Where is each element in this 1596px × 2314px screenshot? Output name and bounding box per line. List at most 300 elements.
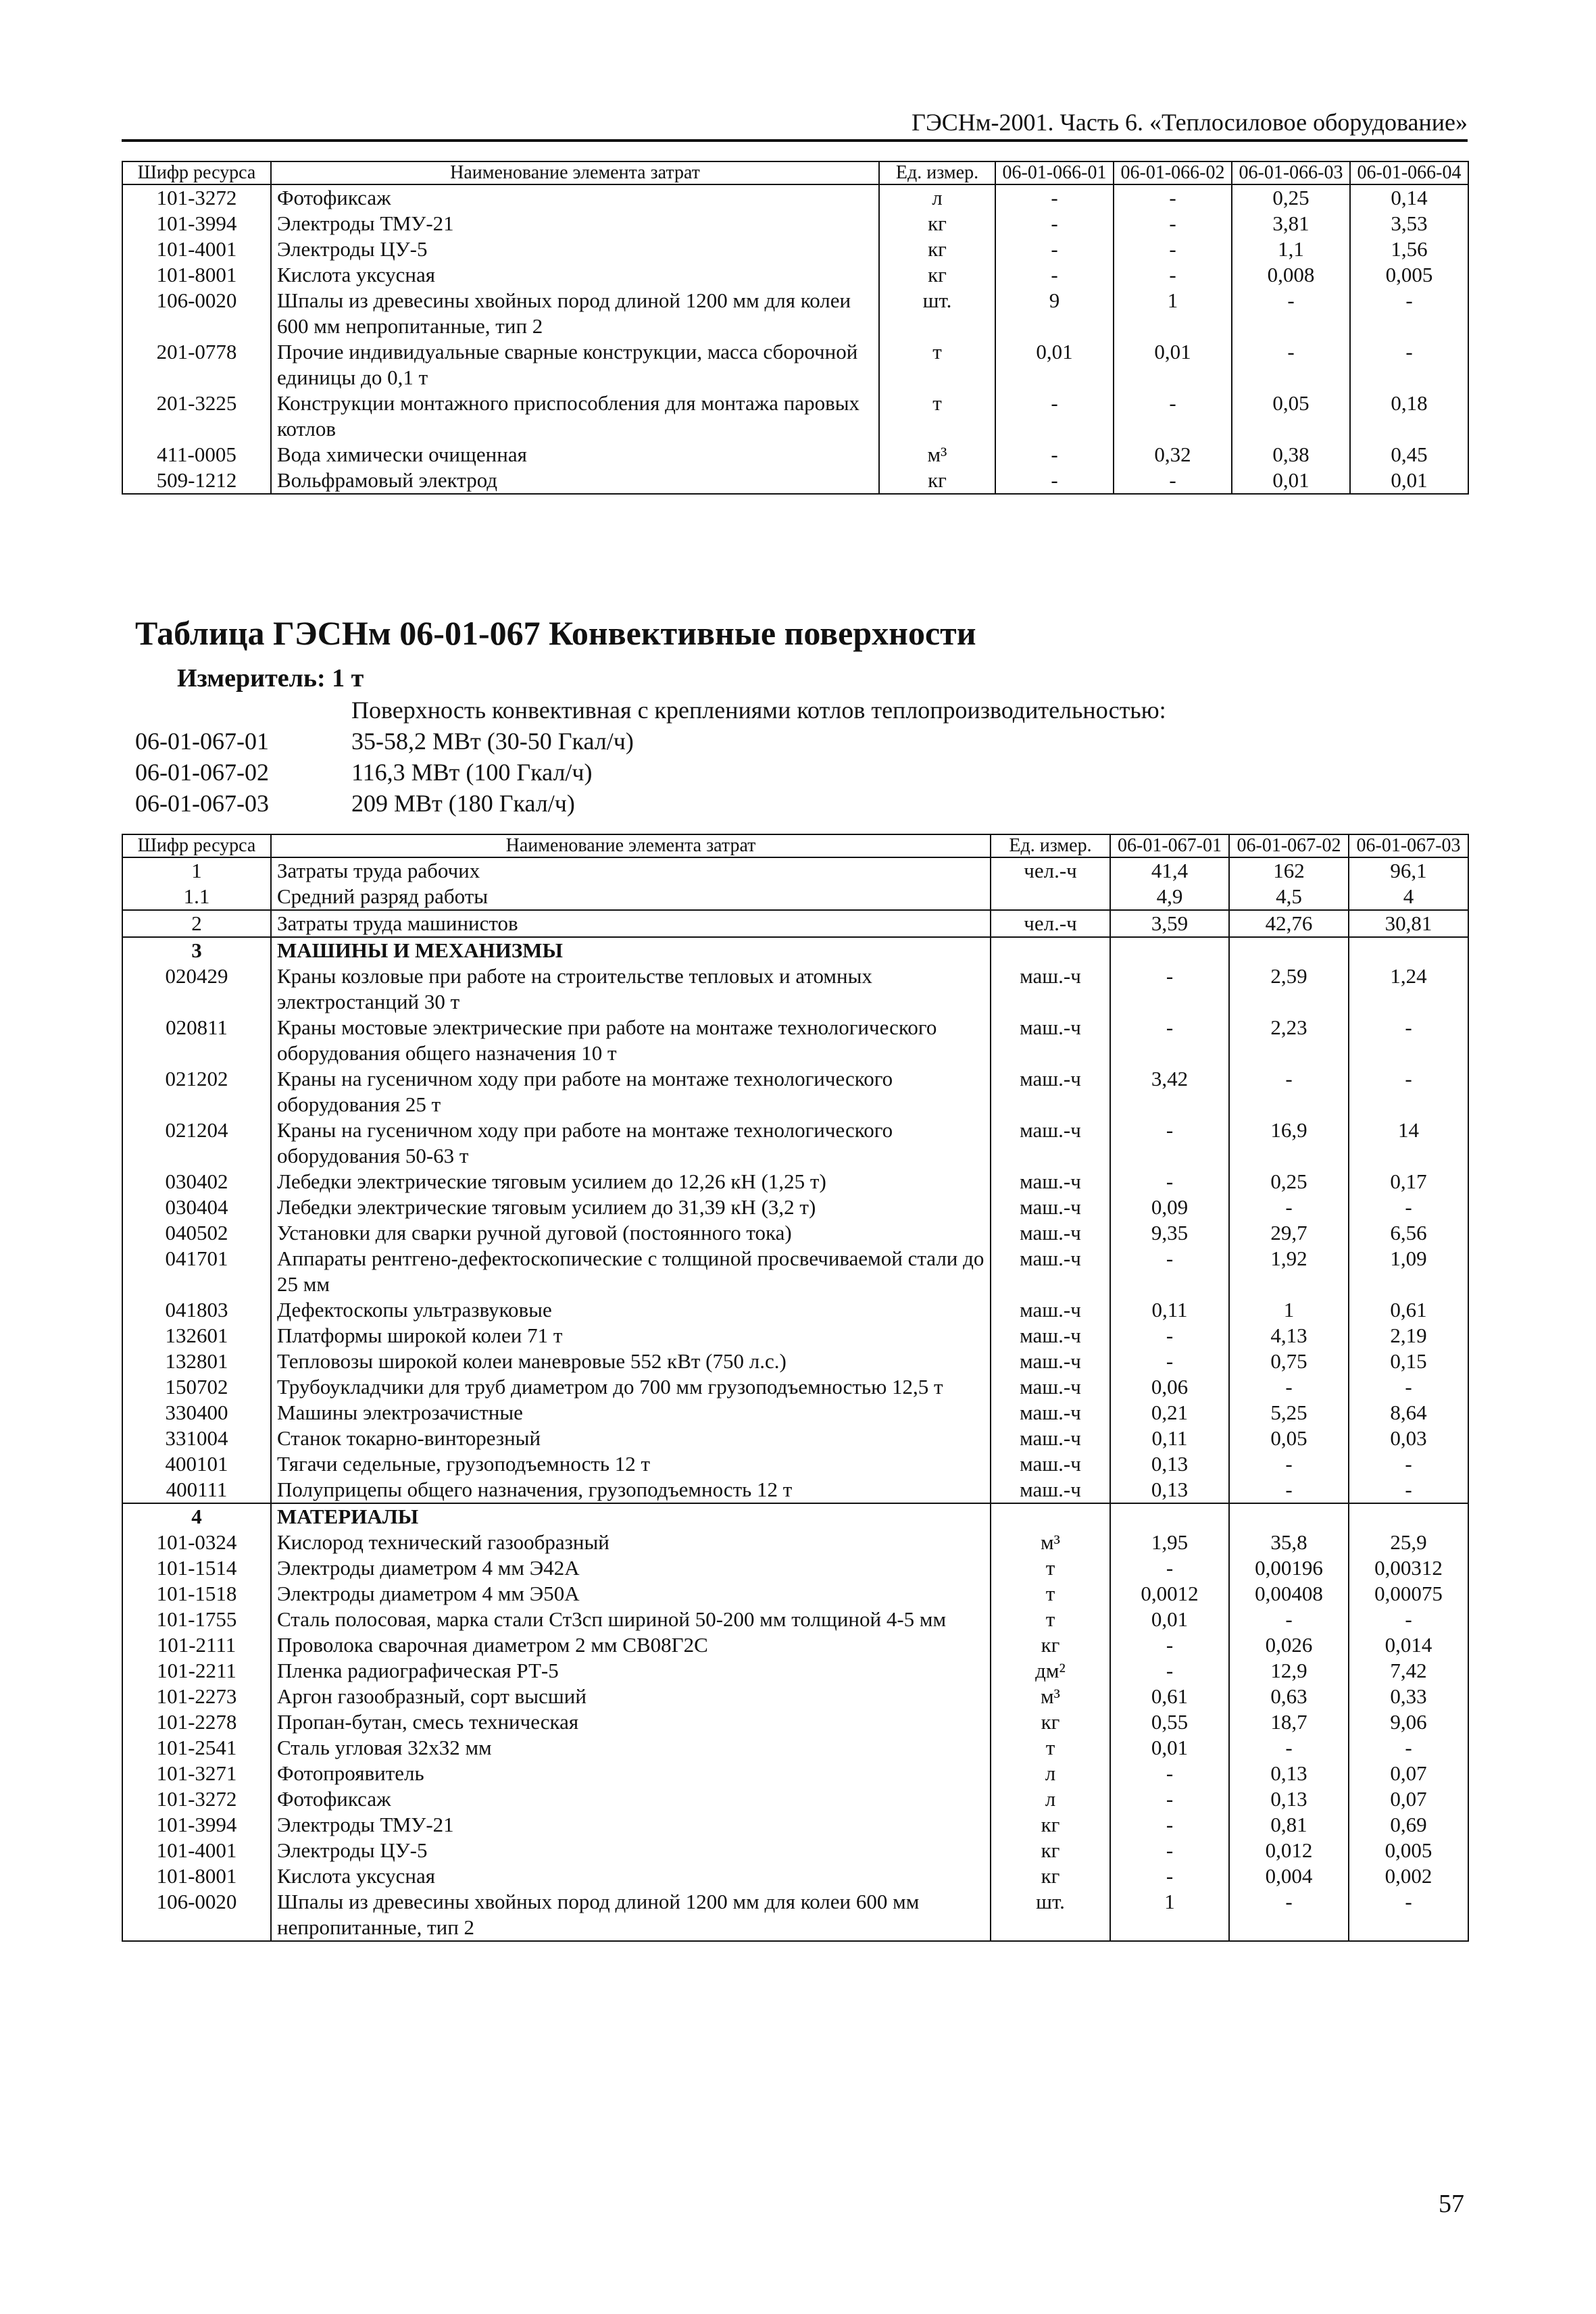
table-row — [122, 184, 1468, 211]
cell-v3: - — [1349, 1066, 1468, 1117]
cell-name: Вольфрамовый электрод — [271, 468, 879, 494]
table-row — [122, 391, 1468, 442]
cell-code: 101-3272 — [122, 1786, 271, 1812]
cell-name: Пропан-бутан, смесь техническая — [271, 1709, 991, 1735]
cell-unit — [991, 937, 1110, 963]
cell-v2: 4,5 — [1229, 884, 1349, 910]
table-title: Таблица ГЭСНм 06-01-067 Конвективные поверхности — [135, 614, 976, 652]
cell-name: Фотофиксаж — [271, 184, 879, 211]
cell-name: Фотопроявитель — [271, 1761, 991, 1786]
cell-v1: 0,01 — [1110, 1735, 1229, 1761]
cell-v4: 0,01 — [1350, 468, 1468, 494]
variant-code: 06-01-067-03 — [135, 790, 269, 817]
cell-name: Шпалы из древесины хвойных пород длиной 1200 мм для колеи 600 мм непропитанные, тип 2 — [271, 288, 879, 339]
cell-v3: 0,002 — [1349, 1863, 1468, 1889]
cell-v3: 30,81 — [1349, 910, 1468, 937]
table-row — [122, 1451, 1468, 1477]
cell-code: 101-4001 — [122, 1838, 271, 1863]
cell-v2: - — [1114, 211, 1232, 236]
cell-v3: 0,00312 — [1349, 1555, 1468, 1581]
cell-code: 101-8001 — [122, 262, 271, 288]
cell-v3: 14 — [1349, 1117, 1468, 1169]
cell-v2: - — [1229, 1889, 1349, 1941]
cell-v1: - — [1110, 1015, 1229, 1066]
cell-unit: кг — [991, 1838, 1110, 1863]
cell-v1: 0,0012 — [1110, 1581, 1229, 1607]
col-header-name: Наименование элемента затрат — [271, 834, 991, 857]
cell-v3: - — [1232, 288, 1350, 339]
cell-v1: 9 — [995, 288, 1114, 339]
cell-v2: - — [1229, 1477, 1349, 1503]
cell-code: 106-0020 — [122, 288, 271, 339]
cell-code: 330400 — [122, 1400, 271, 1426]
table-row — [122, 1607, 1468, 1632]
cell-v1: 0,61 — [1110, 1684, 1229, 1709]
table-row — [122, 1581, 1468, 1607]
cell-unit: маш.-ч — [991, 1297, 1110, 1323]
table-row — [122, 1632, 1468, 1658]
cell-code: 411-0005 — [122, 442, 271, 468]
cell-name: Электроды диаметром 4 мм Э50А — [271, 1581, 991, 1607]
cell-code: 101-1518 — [122, 1581, 271, 1607]
cell-name: Дефектоскопы ультразвуковые — [271, 1297, 991, 1323]
cell-unit: кг — [879, 236, 995, 262]
page-number: 57 — [1439, 2190, 1464, 2218]
cell-name: Краны мостовые электрические при работе на монтаже технологического оборудования общего назначения 10 т — [271, 1015, 991, 1066]
cell-unit: т — [991, 1555, 1110, 1581]
cell-code: 101-4001 — [122, 236, 271, 262]
table-row — [122, 1889, 1468, 1941]
cell-v1: - — [1110, 1632, 1229, 1658]
cell-code: 132801 — [122, 1349, 271, 1374]
col-header-variant: 06-01-066-02 — [1114, 161, 1232, 184]
cell-v3: 0,17 — [1349, 1169, 1468, 1194]
cell-name: Установки для сварки ручной дуговой (постоянного тока) — [271, 1220, 991, 1246]
cell-unit: маш.-ч — [991, 1426, 1110, 1451]
cell-unit: маш.-ч — [991, 1169, 1110, 1194]
cell-v2: 0,75 — [1229, 1349, 1349, 1374]
cell-v3: - — [1349, 1477, 1468, 1503]
table-row — [122, 1117, 1468, 1169]
table-row — [122, 1323, 1468, 1349]
cell-v3: 0,00075 — [1349, 1581, 1468, 1607]
cell-v3: 0,15 — [1349, 1349, 1468, 1374]
cell-code: 101-3271 — [122, 1761, 271, 1786]
cell-unit: маш.-ч — [991, 1015, 1110, 1066]
cell-name: Платформы широкой колеи 71 т — [271, 1323, 991, 1349]
cell-unit: маш.-ч — [991, 963, 1110, 1015]
cell-v3: 0,25 — [1232, 184, 1350, 211]
cell-v3: 0,05 — [1232, 391, 1350, 442]
cell-v2: - — [1114, 262, 1232, 288]
cell-unit: т — [991, 1607, 1110, 1632]
cell-v2: 0,00408 — [1229, 1581, 1349, 1607]
cell-unit: л — [991, 1786, 1110, 1812]
cell-code: 101-2111 — [122, 1632, 271, 1658]
table-row — [122, 1503, 1468, 1530]
variant-text: 35-58,2 МВт (30-50 Гкал/ч) — [351, 728, 634, 755]
cell-name: Электроды диаметром 4 мм Э42А — [271, 1555, 991, 1581]
cell-v1: 1,95 — [1110, 1530, 1229, 1555]
cell-code: 021202 — [122, 1066, 271, 1117]
cell-code: 101-1514 — [122, 1555, 271, 1581]
cell-name: Тепловозы широкой колеи маневровые 552 кВт (750 л.с.) — [271, 1349, 991, 1374]
cell-v1: 0,55 — [1110, 1709, 1229, 1735]
resources-table-066 — [122, 161, 1469, 495]
table-row — [122, 1863, 1468, 1889]
cell-v1: 0,13 — [1110, 1477, 1229, 1503]
cell-v1: 3,42 — [1110, 1066, 1229, 1117]
cell-v2: - — [1229, 1066, 1349, 1117]
cell-v1: - — [1110, 1838, 1229, 1863]
table-row — [122, 910, 1468, 937]
cell-v2: 0,026 — [1229, 1632, 1349, 1658]
cell-code: 3 — [122, 937, 271, 963]
cell-v3: 1,1 — [1232, 236, 1350, 262]
cell-v2: 0,00196 — [1229, 1555, 1349, 1581]
cell-v3: 4 — [1349, 884, 1468, 910]
cell-v3: 0,008 — [1232, 262, 1350, 288]
cell-v2: 2,23 — [1229, 1015, 1349, 1066]
cell-code: 132601 — [122, 1323, 271, 1349]
table-row — [122, 1015, 1468, 1066]
cell-name: Краны на гусеничном ходу при работе на монтаже технологического оборудования 25 т — [271, 1066, 991, 1117]
cell-name: Трубоукладчики для труб диаметром до 700 мм грузоподъемностью 12,5 т — [271, 1374, 991, 1400]
cell-unit: дм² — [991, 1658, 1110, 1684]
cell-v1: 0,11 — [1110, 1426, 1229, 1451]
cell-v1: - — [995, 262, 1114, 288]
table-row — [122, 1709, 1468, 1735]
cell-v3: 8,64 — [1349, 1400, 1468, 1426]
cell-name: Сталь полосовая, марка стали Ст3сп шириной 50-200 мм толщиной 4-5 мм — [271, 1607, 991, 1632]
cell-v3: - — [1349, 1194, 1468, 1220]
cell-v1: - — [1110, 1323, 1229, 1349]
cell-v1: - — [1110, 1169, 1229, 1194]
cell-name: Конструкции монтажного приспособления для монтажа паровых котлов — [271, 391, 879, 442]
cell-v2: 0,01 — [1114, 339, 1232, 391]
cell-v4: - — [1350, 339, 1468, 391]
table-row — [122, 339, 1468, 391]
cell-code: 400111 — [122, 1477, 271, 1503]
cell-v2: 2,59 — [1229, 963, 1349, 1015]
table-row — [122, 857, 1468, 884]
cell-code: 030402 — [122, 1169, 271, 1194]
cell-v2: 4,13 — [1229, 1323, 1349, 1349]
cell-name: Кислота уксусная — [271, 1863, 991, 1889]
cell-v2: - — [1114, 184, 1232, 211]
cell-v2: - — [1229, 1735, 1349, 1761]
cell-v2: 16,9 — [1229, 1117, 1349, 1169]
cell-name: МАТЕРИАЛЫ — [271, 1503, 991, 1530]
cell-name: Электроды ЦУ-5 — [271, 236, 879, 262]
cell-v2: 0,32 — [1114, 442, 1232, 468]
table-row — [122, 1838, 1468, 1863]
cell-v1: - — [995, 211, 1114, 236]
cell-name: Кислота уксусная — [271, 262, 879, 288]
cell-v1: 0,01 — [995, 339, 1114, 391]
cell-code: 101-3272 — [122, 184, 271, 211]
table-row — [122, 1349, 1468, 1374]
table-row — [122, 1735, 1468, 1761]
cell-v1: - — [1110, 1349, 1229, 1374]
cell-v3: - — [1232, 339, 1350, 391]
cell-v2: 0,13 — [1229, 1786, 1349, 1812]
cell-v3: 0,014 — [1349, 1632, 1468, 1658]
cell-v2: 0,13 — [1229, 1761, 1349, 1786]
cell-v1: - — [995, 442, 1114, 468]
cell-v3: 6,56 — [1349, 1220, 1468, 1246]
table-row — [122, 1812, 1468, 1838]
cell-v3: 2,19 — [1349, 1323, 1468, 1349]
table-row — [122, 1246, 1468, 1297]
cell-unit: кг — [991, 1863, 1110, 1889]
cell-name: Полуприцепы общего назначения, грузоподъемность 12 т — [271, 1477, 991, 1503]
cell-v1: 0,09 — [1110, 1194, 1229, 1220]
cell-code: 041803 — [122, 1297, 271, 1323]
cell-v3: 0,07 — [1349, 1761, 1468, 1786]
cell-v2: 42,76 — [1229, 910, 1349, 937]
cell-name: Средний разряд работы — [271, 884, 991, 910]
cell-unit: маш.-ч — [991, 1220, 1110, 1246]
col-header-unit: Ед. измер. — [879, 161, 995, 184]
cell-unit — [991, 1503, 1110, 1530]
cell-unit: маш.-ч — [991, 1194, 1110, 1220]
table-header-row — [122, 161, 1468, 184]
cell-v3: - — [1349, 1374, 1468, 1400]
cell-v3: - — [1349, 1889, 1468, 1941]
cell-v1 — [1110, 1503, 1229, 1530]
cell-v4: - — [1350, 288, 1468, 339]
cell-name: Электроды ТМУ-21 — [271, 211, 879, 236]
cell-v3: - — [1349, 1607, 1468, 1632]
table-row — [122, 1220, 1468, 1246]
table-row — [122, 1297, 1468, 1323]
table-row — [122, 1530, 1468, 1555]
cell-unit: кг — [991, 1709, 1110, 1735]
cell-v3 — [1349, 937, 1468, 963]
variant-code: 06-01-067-01 — [135, 728, 269, 755]
cell-code: 101-3994 — [122, 211, 271, 236]
cell-v2: 0,63 — [1229, 1684, 1349, 1709]
table-description: Поверхность конвективная с креплениями котлов теплопроизводительностью: — [351, 697, 1166, 724]
table-row — [122, 1658, 1468, 1684]
cell-unit: кг — [879, 211, 995, 236]
cell-v3: 96,1 — [1349, 857, 1468, 884]
cell-v1: - — [995, 391, 1114, 442]
cell-name: Машины электрозачистные — [271, 1400, 991, 1426]
cell-v3: 1,24 — [1349, 963, 1468, 1015]
cell-v1: 4,9 — [1110, 884, 1229, 910]
table-row — [122, 1477, 1468, 1503]
cell-name: Пленка радиографическая РТ-5 — [271, 1658, 991, 1684]
cell-v2: 18,7 — [1229, 1709, 1349, 1735]
cell-code: 101-2541 — [122, 1735, 271, 1761]
table-row — [122, 1426, 1468, 1451]
table-row — [122, 262, 1468, 288]
cell-unit: т — [991, 1581, 1110, 1607]
table-row — [122, 1194, 1468, 1220]
cell-code: 041701 — [122, 1246, 271, 1297]
variant-line — [135, 727, 634, 755]
cell-v4: 0,45 — [1350, 442, 1468, 468]
cell-v1: - — [1110, 1246, 1229, 1297]
header-title: ГЭСНм-2001. Часть 6. «Теплосиловое оборудование» — [912, 109, 1468, 136]
cell-unit: шт. — [991, 1889, 1110, 1941]
cell-v3: 7,42 — [1349, 1658, 1468, 1684]
cell-code: 040502 — [122, 1220, 271, 1246]
table-row — [122, 937, 1468, 963]
cell-unit: маш.-ч — [991, 1349, 1110, 1374]
cell-unit: т — [879, 391, 995, 442]
cell-code: 021204 — [122, 1117, 271, 1169]
variant-code: 06-01-067-02 — [135, 759, 269, 786]
table-row — [122, 963, 1468, 1015]
cell-code: 020811 — [122, 1015, 271, 1066]
cell-v3: 0,61 — [1349, 1297, 1468, 1323]
cell-v3: 0,33 — [1349, 1684, 1468, 1709]
cell-unit: м³ — [879, 442, 995, 468]
cell-name: Электроды ТМУ-21 — [271, 1812, 991, 1838]
cell-v2: - — [1114, 236, 1232, 262]
cell-name: Лебедки электрические тяговым усилием до 12,26 кН (1,25 т) — [271, 1169, 991, 1194]
cell-v2: 162 — [1229, 857, 1349, 884]
table-row — [122, 1169, 1468, 1194]
cell-v3 — [1349, 1503, 1468, 1530]
cell-unit: чел.-ч — [991, 857, 1110, 884]
cell-name: Лебедки электрические тяговым усилием до 31,39 кН (3,2 т) — [271, 1194, 991, 1220]
cell-v3: 1,09 — [1349, 1246, 1468, 1297]
cell-v1 — [1110, 937, 1229, 963]
cell-v1: - — [995, 236, 1114, 262]
table-row — [122, 884, 1468, 910]
cell-name: Вода химически очищенная — [271, 442, 879, 468]
table-row — [122, 1684, 1468, 1709]
cell-unit: т — [991, 1735, 1110, 1761]
cell-code: 331004 — [122, 1426, 271, 1451]
cell-v2: 1,92 — [1229, 1246, 1349, 1297]
col-header-name: Наименование элемента затрат — [271, 161, 879, 184]
cell-v1: 41,4 — [1110, 857, 1229, 884]
variant-line — [135, 789, 575, 818]
cell-code: 201-0778 — [122, 339, 271, 391]
cell-v3: 0,01 — [1232, 468, 1350, 494]
cell-name: Затраты труда рабочих — [271, 857, 991, 884]
cell-v1: - — [1110, 1812, 1229, 1838]
cell-v1: - — [1110, 1117, 1229, 1169]
cell-code: 150702 — [122, 1374, 271, 1400]
cell-v1: 0,13 — [1110, 1451, 1229, 1477]
cell-v1: 0,01 — [1110, 1607, 1229, 1632]
col-header-variant: 06-01-067-02 — [1229, 834, 1349, 857]
cell-code: 106-0020 — [122, 1889, 271, 1941]
cell-code: 020429 — [122, 963, 271, 1015]
cell-v1: 3,59 — [1110, 910, 1229, 937]
table-row — [122, 1066, 1468, 1117]
cell-name: Проволока сварочная диаметром 2 мм СВ08Г2С — [271, 1632, 991, 1658]
cell-v3: - — [1349, 1015, 1468, 1066]
cell-v2: - — [1114, 391, 1232, 442]
cell-code: 101-2211 — [122, 1658, 271, 1684]
cell-v1: 9,35 — [1110, 1220, 1229, 1246]
measurement-unit: Измеритель: 1 т — [177, 664, 364, 693]
cell-unit: л — [991, 1761, 1110, 1786]
cell-code: 101-0324 — [122, 1530, 271, 1555]
cell-v3: 0,38 — [1232, 442, 1350, 468]
cell-name: Тягачи седельные, грузоподъемность 12 т — [271, 1451, 991, 1477]
cell-v1: - — [1110, 1658, 1229, 1684]
cell-name: Электроды ЦУ-5 — [271, 1838, 991, 1863]
cell-unit: маш.-ч — [991, 1117, 1110, 1169]
col-header-unit: Ед. измер. — [991, 834, 1110, 857]
cell-v3: 0,005 — [1349, 1838, 1468, 1863]
cell-unit: чел.-ч — [991, 910, 1110, 937]
variant-line — [135, 758, 593, 786]
cell-code: 2 — [122, 910, 271, 937]
cell-code: 1 — [122, 857, 271, 884]
cell-unit: маш.-ч — [991, 1400, 1110, 1426]
table-header-row — [122, 834, 1468, 857]
cell-v4: 0,005 — [1350, 262, 1468, 288]
cell-code: 101-1755 — [122, 1607, 271, 1632]
cell-code: 509-1212 — [122, 468, 271, 494]
cell-v1: 0,06 — [1110, 1374, 1229, 1400]
cell-v2: 5,25 — [1229, 1400, 1349, 1426]
cell-code: 201-3225 — [122, 391, 271, 442]
cell-unit: л — [879, 184, 995, 211]
cell-name: Краны козловые при работе на строительстве тепловых и атомных электростанций 30 т — [271, 963, 991, 1015]
cell-v2: - — [1229, 1374, 1349, 1400]
cell-v1: 1 — [1110, 1889, 1229, 1941]
cell-v2: - — [1229, 1607, 1349, 1632]
cell-unit: шт. — [879, 288, 995, 339]
table-row — [122, 1786, 1468, 1812]
table-row — [122, 288, 1468, 339]
cell-v3: 0,69 — [1349, 1812, 1468, 1838]
cell-v3: 9,06 — [1349, 1709, 1468, 1735]
cell-unit: кг — [879, 468, 995, 494]
table-row — [122, 1555, 1468, 1581]
table-row — [122, 442, 1468, 468]
cell-v2: 1 — [1229, 1297, 1349, 1323]
cell-code: 400101 — [122, 1451, 271, 1477]
cell-name: Станок токарно-винторезный — [271, 1426, 991, 1451]
cell-name: МАШИНЫ И МЕХАНИЗМЫ — [271, 937, 991, 963]
cell-v2: 29,7 — [1229, 1220, 1349, 1246]
cell-unit: т — [879, 339, 995, 391]
cell-v3: 3,81 — [1232, 211, 1350, 236]
cell-v2 — [1229, 937, 1349, 963]
cell-name: Краны на гусеничном ходу при работе на монтаже технологического оборудования 50-63 т — [271, 1117, 991, 1169]
cell-v1: 0,11 — [1110, 1297, 1229, 1323]
cell-unit: маш.-ч — [991, 1477, 1110, 1503]
cell-v4: 0,14 — [1350, 184, 1468, 211]
cell-v1: - — [1110, 1863, 1229, 1889]
cell-v1: - — [1110, 1555, 1229, 1581]
cell-code: 4 — [122, 1503, 271, 1530]
col-header-code: Шифр ресурса — [122, 834, 271, 857]
cell-unit: кг — [879, 262, 995, 288]
cell-v3: - — [1349, 1735, 1468, 1761]
table-row — [122, 236, 1468, 262]
cell-v4: 1,56 — [1350, 236, 1468, 262]
table-row — [122, 211, 1468, 236]
cell-v1: - — [1110, 1761, 1229, 1786]
cell-code: 101-2273 — [122, 1684, 271, 1709]
cell-v4: 3,53 — [1350, 211, 1468, 236]
cell-unit — [991, 884, 1110, 910]
cell-v3: 25,9 — [1349, 1530, 1468, 1555]
cell-name: Затраты труда машинистов — [271, 910, 991, 937]
